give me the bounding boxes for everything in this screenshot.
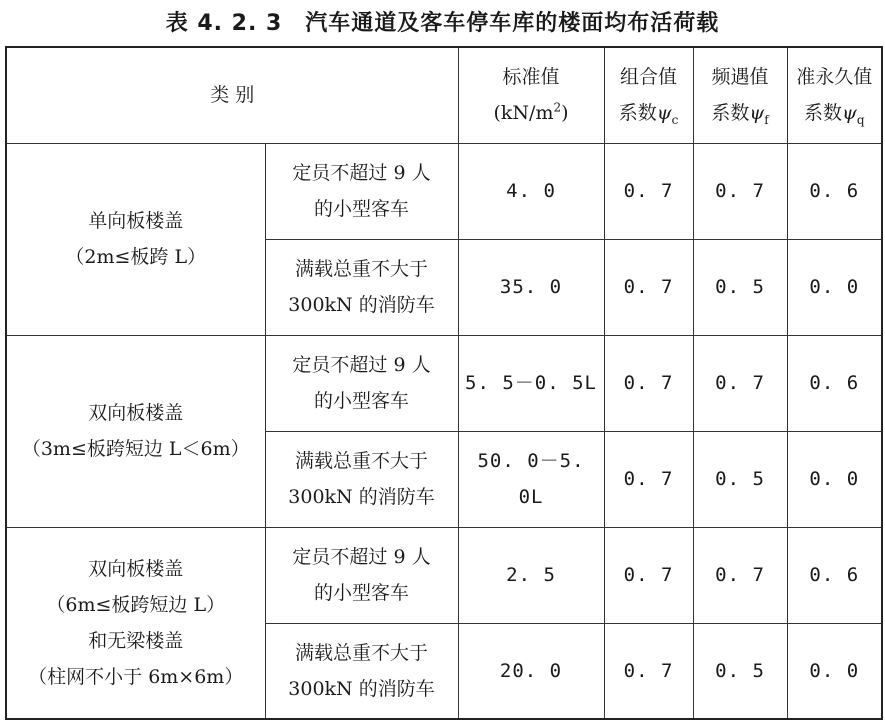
header-combination-factor: 组合值 系数$\psi_c$ <box>604 47 693 143</box>
header-frequent-factor: 频遇值 系数$\psi_f$ <box>693 47 787 143</box>
frequent-factor-cell: 0. 5 <box>693 623 787 719</box>
standard-value-cell: 4. 0 <box>458 143 604 239</box>
category-cell: 双向板楼盖 （3m≤板跨短边 L＜6m） <box>6 335 265 527</box>
combination-factor-cell: 0. 7 <box>604 239 693 335</box>
frequent-factor-cell: 0. 5 <box>693 431 787 527</box>
combination-factor-cell: 0. 7 <box>604 431 693 527</box>
standard-value-cell: 20. 0 <box>458 623 604 719</box>
category-cell: 单向板楼盖 （2m≤板跨 L） <box>6 143 265 335</box>
combination-factor-cell: 0. 7 <box>604 623 693 719</box>
table-row <box>6 143 882 239</box>
vehicle-cell: 定员不超过 9 人 的小型客车 <box>265 335 458 431</box>
vehicle-cell: 定员不超过 9 人 的小型客车 <box>265 527 458 623</box>
standard-value-cell: 35. 0 <box>458 239 604 335</box>
header-category: 类 别 <box>6 47 458 143</box>
frequent-factor-cell: 0. 7 <box>693 143 787 239</box>
quasi-permanent-factor-cell: 0. 6 <box>787 335 882 431</box>
vehicle-cell: 定员不超过 9 人 的小型客车 <box>265 143 458 239</box>
header-row <box>6 47 882 143</box>
quasi-permanent-factor-cell: 0. 0 <box>787 239 882 335</box>
vehicle-cell: 满载总重不大于 300kN 的消防车 <box>265 623 458 719</box>
standard-value-cell: 5. 5－0. 5L <box>458 335 604 431</box>
table-row <box>6 527 882 623</box>
quasi-permanent-factor-cell: 0. 6 <box>787 143 882 239</box>
standard-value-cell: 2. 5 <box>458 527 604 623</box>
frequent-factor-cell: 0. 7 <box>693 335 787 431</box>
quasi-permanent-factor-cell: 0. 0 <box>787 623 882 719</box>
header-standard-value: 标准值 $(kN/m^2)$ <box>458 47 604 143</box>
frequent-factor-cell: 0. 7 <box>693 527 787 623</box>
category-cell: 双向板楼盖 （6m≤板跨短边 L） 和无梁楼盖 （柱网不小于 6m×6m） <box>6 527 265 719</box>
header-quasi-permanent-factor: 准永久值 系数$\psi_q$ <box>787 47 882 143</box>
vehicle-cell: 满载总重不大于 300kN 的消防车 <box>265 431 458 527</box>
table-title: 表 4. 2. 3 汽车通道及客车停车库的楼面均布活荷载 <box>165 11 720 36</box>
combination-factor-cell: 0. 7 <box>604 143 693 239</box>
table-row <box>6 335 882 431</box>
table-header <box>6 47 882 143</box>
quasi-permanent-factor-cell: 0. 0 <box>787 431 882 527</box>
quasi-permanent-factor-cell: 0. 6 <box>787 527 882 623</box>
vehicle-cell: 满载总重不大于 300kN 的消防车 <box>265 239 458 335</box>
combination-factor-cell: 0. 7 <box>604 527 693 623</box>
table-body <box>6 143 882 719</box>
standard-value-cell: 50. 0－5. 0L <box>458 431 604 527</box>
frequent-factor-cell: 0. 5 <box>693 239 787 335</box>
combination-factor-cell: 0. 7 <box>604 335 693 431</box>
floor-load-table <box>5 46 883 720</box>
